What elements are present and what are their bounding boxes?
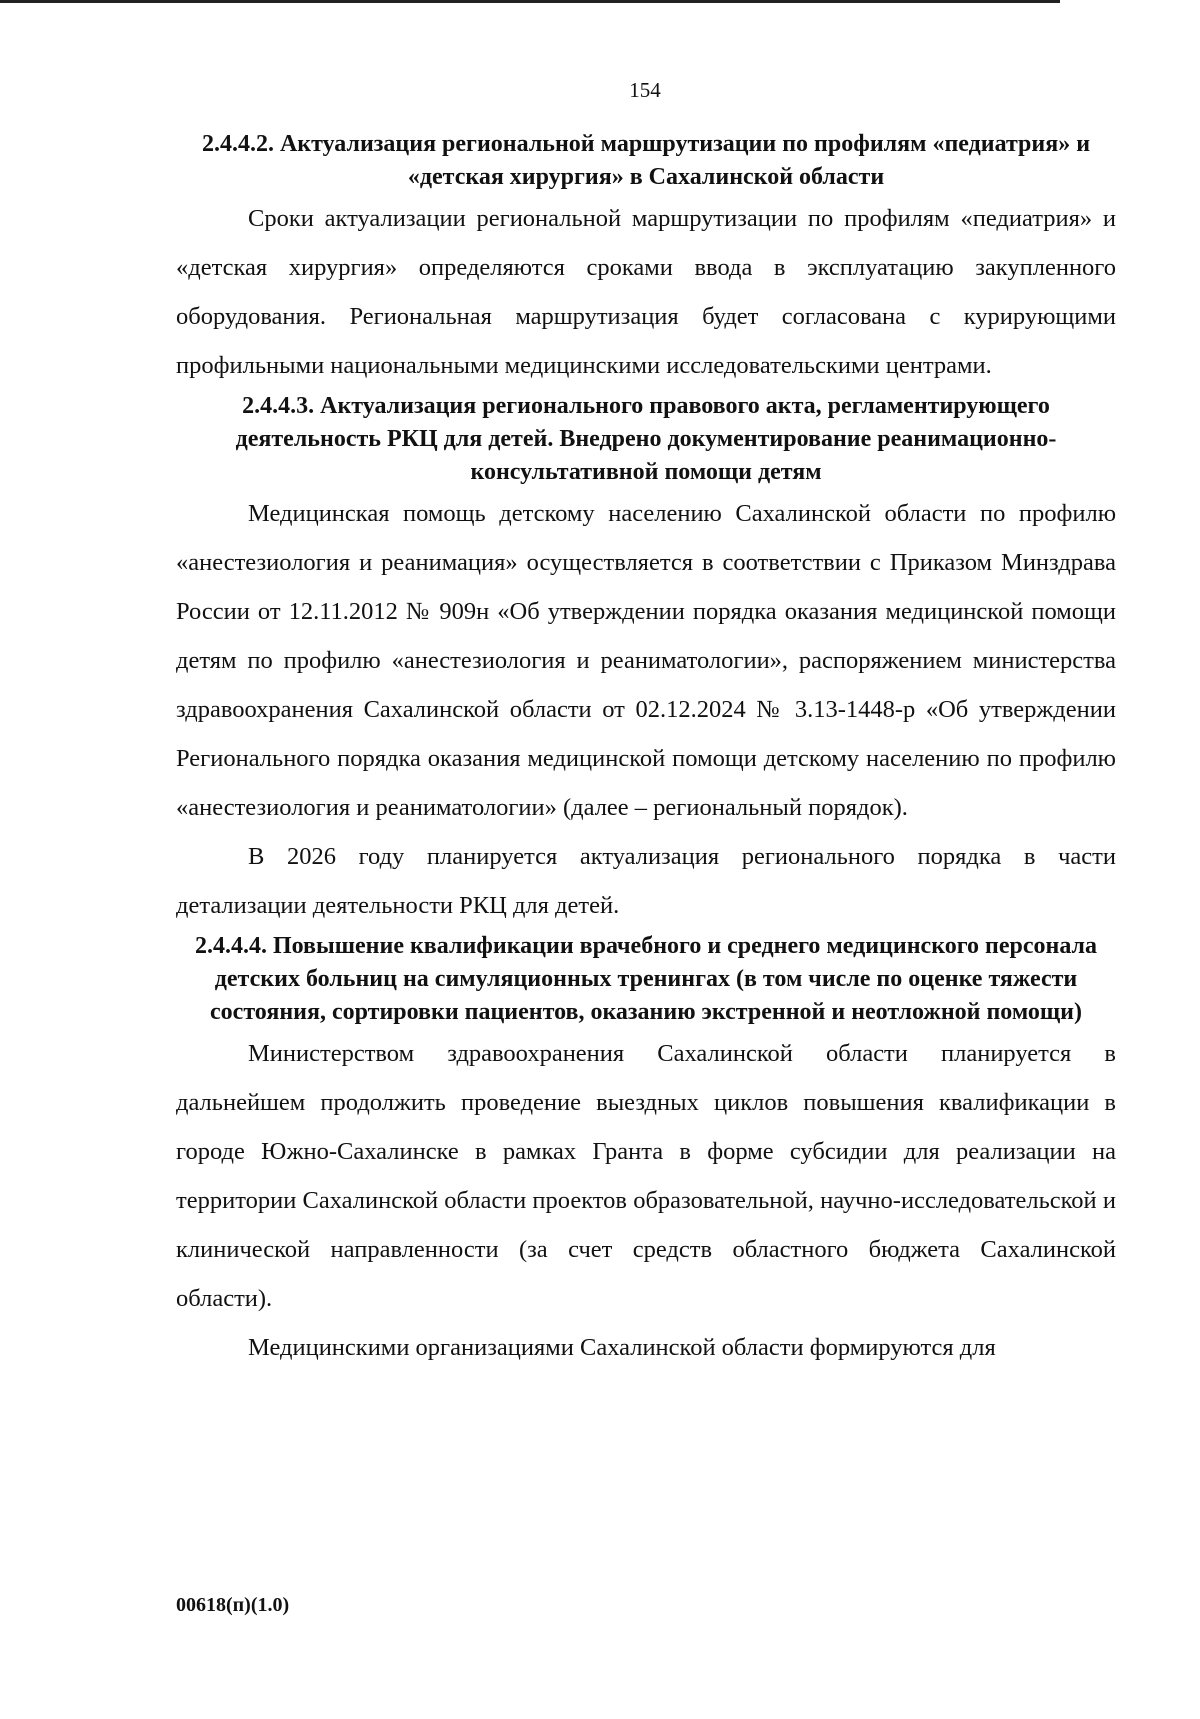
paragraph: В 2026 году планируется актуализация регионального порядка в части детализации деятельности РКЦ для детей. bbox=[176, 843, 1116, 919]
top-border-line bbox=[0, 0, 1060, 3]
paragraph: Сроки актуализации региональной маршрутизации по профилям «педиатрия» и «детская хирургия» определяются сроками ввода в эксплуатацию закупленного оборудования. Региональная маршрутизация будет согласована с курирующими профильными национальными медицинскими исследовательскими центрами. bbox=[176, 205, 1116, 379]
document-code: 00618(п)(1.0) bbox=[176, 1594, 290, 1616]
paragraph: Медицинская помощь детскому населению Сахалинской области по профилю «анестезиология и реанимация» осуществляется в соответствии с Приказом Минздрава России от 12.11.2012 № 909н «Об утверждении порядка оказания медицинской помощи детям по профилю «анестезиология и реаниматологии», распоряжением министерства здравоохранения Сахалинской области от 02.12.2024 № 3.13-1448-р «Об утверждении Регионального порядка оказания медицинской помощи детскому населению по профилю «анестезиология и реаниматологии» (далее – региональный порядок). bbox=[176, 500, 1116, 821]
paragraph: Министерством здравоохранения Сахалинской области планируется в дальнейшем продолжить проведение выездных циклов повышения квалификации в городе Южно-Сахалинске в рамках Гранта в форме субсидии для реализации на территории Сахалинской области проектов образовательной, научно-исследовательской и клинической направленности (за счет средств областного бюджета Сахалинской области). bbox=[176, 1040, 1116, 1312]
section-heading-2-4-4-4: 2.4.4.4. Повышение квалификации врачебного и среднего медицинского персонала детских больниц на симуляционных тренингах (в том числе по оценке тяжести состояния, сортировки пациентов, оказанию экстренной и неотложной помощи) bbox=[194, 933, 1097, 1025]
paragraph: Медицинскими организациями Сахалинской области формируются для bbox=[248, 1334, 996, 1361]
section-heading-2-4-4-3: 2.4.4.3. Актуализация регионального правового акта, регламентирующего деятельность РКЦ для детей. Внедрено документирование реанимационно-консультативной помощи детям bbox=[235, 393, 1057, 485]
section-heading-2-4-4-2: 2.4.4.2. Актуализация региональной маршрутизации по профилям «педиатрия» и «детская хирургия» в Сахалинской области bbox=[201, 131, 1091, 190]
page-number: 154 bbox=[629, 78, 661, 102]
page-content bbox=[176, 128, 1116, 1372]
